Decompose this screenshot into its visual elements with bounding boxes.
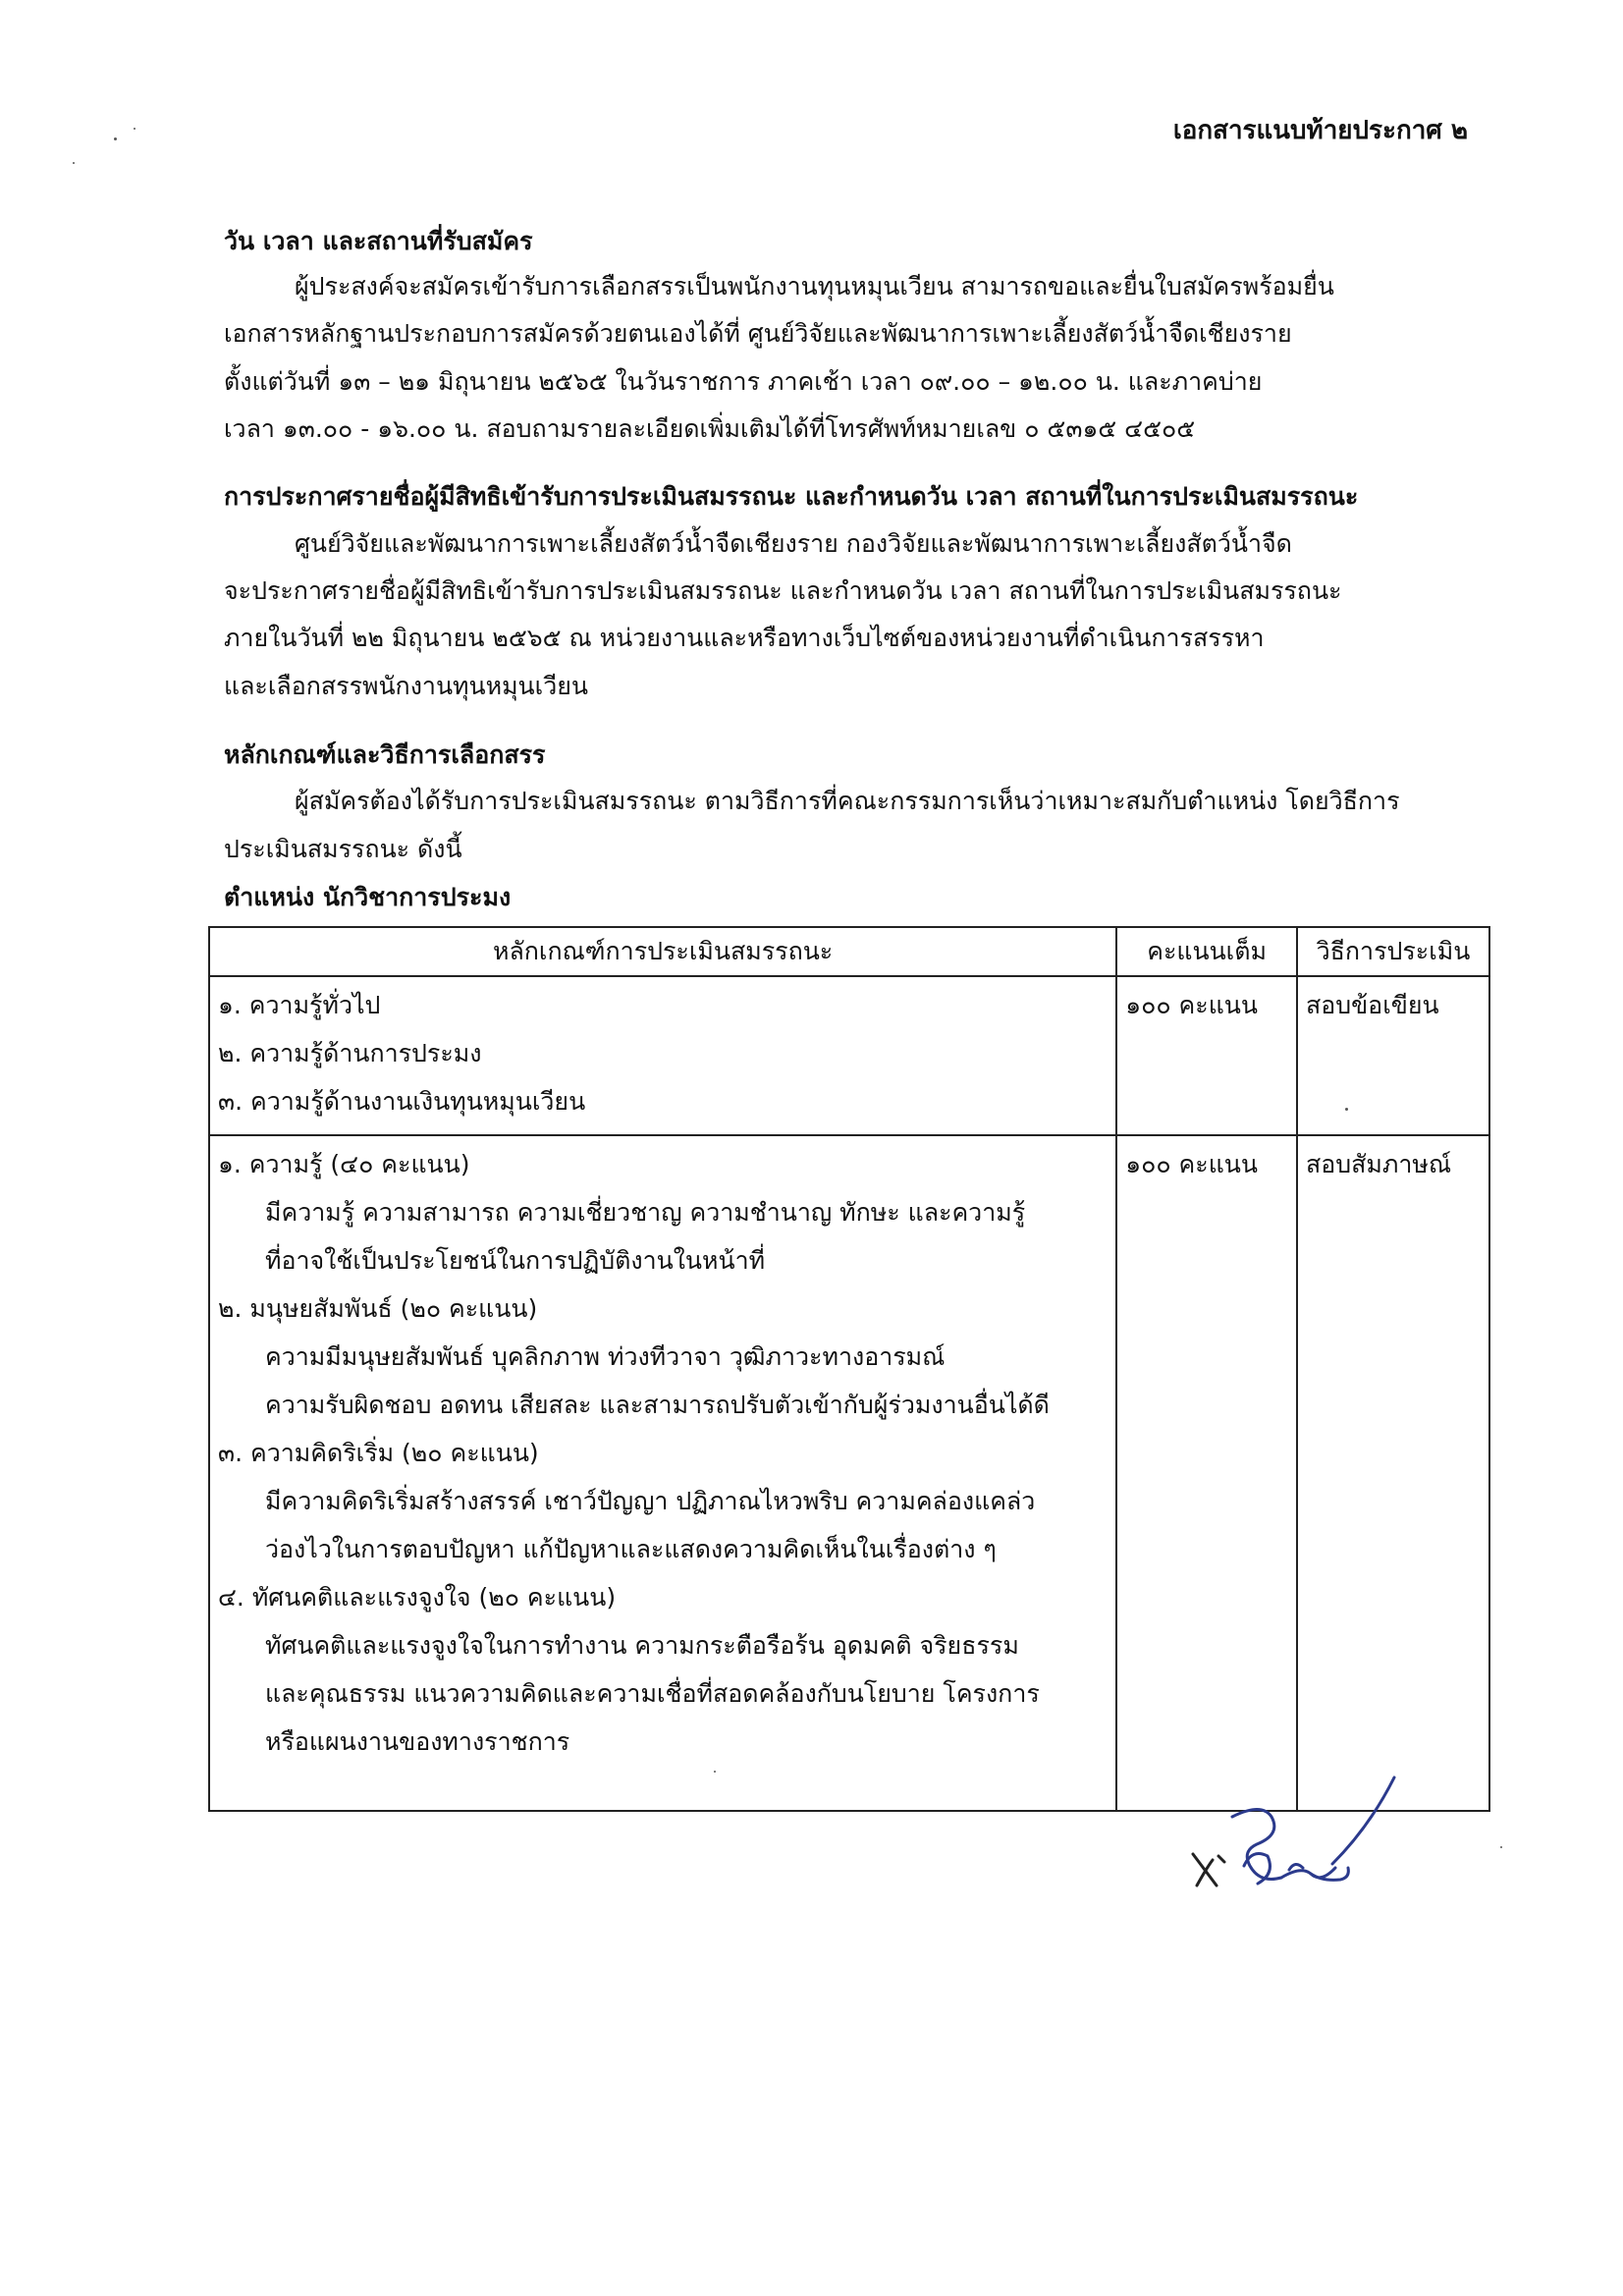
paragraph-line: ตั้งแต่วันที่ ๑๓ – ๒๑ มิถุนายน ๒๕๖๕ ในวันราชการ ภาคเช้า เวลา ๐๙.๐๐ – ๑๒.๐๐ น. และภาคบ่าย <box>224 367 1263 396</box>
paragraph-line: ศูนย์วิจัยและพัฒนาการเพาะเลี้ยงสัตว์น้ำจืดเชียงราย กองวิจัยและพัฒนาการเพาะเลี้ยงสัตว์น้ำจืด <box>295 529 1292 558</box>
paragraph-line: และเลือกสรรพนักงานทุนหมุนเวียน <box>224 672 588 700</box>
paragraph-line: ภายในวันที่ ๒๒ มิถุนายน ๒๕๖๕ ณ หน่วยงานและหรือทางเว็บไซต์ของหน่วยงานที่ดำเนินการสรรหา <box>224 624 1265 652</box>
criteria-item-title: ๒. มนุษยสัมพันธ์ (๒๐ คะแนน) <box>218 1294 538 1323</box>
column-header-score: คะแนนเต็ม <box>1116 927 1297 976</box>
paragraph-line: เวลา ๑๓.๐๐ - ๑๖.๐๐ น. สอบถามรายละเอียดเพิ่มเติมได้ที่โทรศัพท์หมายเลข ๐ ๕๓๑๕ ๔๕๐๕ <box>224 414 1196 443</box>
criteria-cell <box>209 976 1116 1135</box>
criteria-item-desc: ความมีมนุษยสัมพันธ์ บุคลิกภาพ ท่วงทีวาจา วุฒิภาวะทางอารมณ์ <box>265 1342 946 1371</box>
section-heading-application-time-place: วัน เวลา และสถานที่รับสมัคร <box>224 227 533 255</box>
position-title: ตำแหน่ง นักวิชาการประมง <box>224 883 512 911</box>
criteria-cell <box>209 1135 1116 1811</box>
paragraph-line: ประเมินสมรรถนะ ดังนี้ <box>224 835 462 863</box>
scan-speck <box>1345 1108 1348 1111</box>
criteria-item-desc: ความรับผิดชอบ อดทน เสียสละ และสามารถปรับตัวเข้ากับผู้ร่วมงานอื่นได้ดี <box>265 1391 1050 1419</box>
scan-speck <box>73 162 75 164</box>
paragraph-line: เอกสารหลักฐานประกอบการสมัครด้วยตนเองได้ที่ ศูนย์วิจัยและพัฒนาการเพาะเลี้ยงสัตว์น้ำจืดเชียงราย <box>224 319 1292 348</box>
score-value: ๑๐๐ คะแนน <box>1125 991 1258 1019</box>
criteria-item-desc: ทัศนคติและแรงจูงใจในการทำงาน ความกระตือรือร้น อุดมคติ จริยธรรม <box>265 1631 1019 1660</box>
score-cell <box>1116 1135 1297 1811</box>
scan-speck <box>114 137 117 140</box>
criteria-item-desc: มีความรู้ ความสามารถ ความเชี่ยวชาญ ความชำนาญ ทักษะ และความรู้ <box>265 1198 1026 1227</box>
criteria-item-title: ๔. ทัศนคติและแรงจูงใจ (๒๐ คะแนน) <box>218 1583 617 1612</box>
criteria-item: ๓. ความรู้ด้านงานเงินทุนหมุนเวียน <box>218 1087 586 1116</box>
paragraph-line: ผู้ประสงค์จะสมัครเข้ารับการเลือกสรรเป็นพนักงานทุนหมุนเวียน สามารถขอและยื่นใบสมัครพร้อมยื่น <box>295 272 1334 301</box>
table-header-row <box>209 927 1489 976</box>
criteria-item-desc: และคุณธรรม แนวความคิดและความเชื่อที่สอดคล้องกับนโยบาย โครงการ <box>265 1679 1040 1708</box>
score-value: ๑๐๐ คะแนน <box>1125 1150 1258 1178</box>
handwritten-signature <box>1173 1758 1409 1905</box>
method-value: สอบข้อเขียน <box>1305 991 1439 1019</box>
paragraph-line: ผู้สมัครต้องได้รับการประเมินสมรรถนะ ตามวิธีการที่คณะกรรมการเห็นว่าเหมาะสมกับตำแหน่ง โดยวิธีการ <box>295 787 1400 815</box>
table-row <box>209 976 1489 1135</box>
criteria-item-desc: ว่องไวในการตอบปัญหา แก้ปัญหาและแสดงความคิดเห็นในเรื่องต่าง ๆ <box>265 1535 997 1563</box>
criteria-table <box>208 926 1490 1812</box>
criteria-item-title: ๓. ความคิดริเริ่ม (๒๐ คะแนน) <box>218 1439 539 1467</box>
method-cell <box>1297 976 1489 1135</box>
section-heading-criteria: หลักเกณฑ์และวิธีการเลือกสรร <box>224 740 546 769</box>
criteria-item-desc: ที่อาจใช้เป็นประโยชน์ในการปฏิบัติงานในหน้าที่ <box>265 1246 766 1275</box>
column-header-criteria: หลักเกณฑ์การประเมินสมรรถนะ <box>209 927 1116 976</box>
method-value: สอบสัมภาษณ์ <box>1305 1150 1452 1178</box>
table-row <box>209 1135 1489 1811</box>
section-heading-announcement: การประกาศรายชื่อผู้มีสิทธิเข้ารับการประเมินสมรรถนะ และกำหนดวัน เวลา สถานที่ในการประเมินสมรรถนะ <box>224 482 1359 511</box>
criteria-item-desc: มีความคิดริเริ่มสร้างสรรค์ เชาว์ปัญญา ปฏิภาณไหวพริบ ความคล่องแคล่ว <box>265 1487 1036 1515</box>
scan-speck <box>134 128 135 130</box>
criteria-item-title: ๑. ความรู้ (๔๐ คะแนน) <box>218 1150 470 1178</box>
paragraph-line: จะประกาศรายชื่อผู้มีสิทธิเข้ารับการประเมินสมรรถนะ และกำหนดวัน เวลา สถานที่ในการประเมินสมรรถนะ <box>224 576 1342 605</box>
score-cell <box>1116 976 1297 1135</box>
column-header-method: วิธีการประเมิน <box>1297 927 1489 976</box>
scan-speck <box>1500 1846 1502 1848</box>
criteria-item-desc: หรือแผนงานของทางราชการ <box>265 1727 570 1756</box>
document-header: เอกสารแนบท้ายประกาศ ๒ <box>1172 116 1468 145</box>
criteria-item: ๑. ความรู้ทั่วไป <box>218 991 381 1019</box>
method-cell <box>1297 1135 1489 1811</box>
criteria-item: ๒. ความรู้ด้านการประมง <box>218 1039 482 1067</box>
scan-speck <box>714 1771 716 1773</box>
